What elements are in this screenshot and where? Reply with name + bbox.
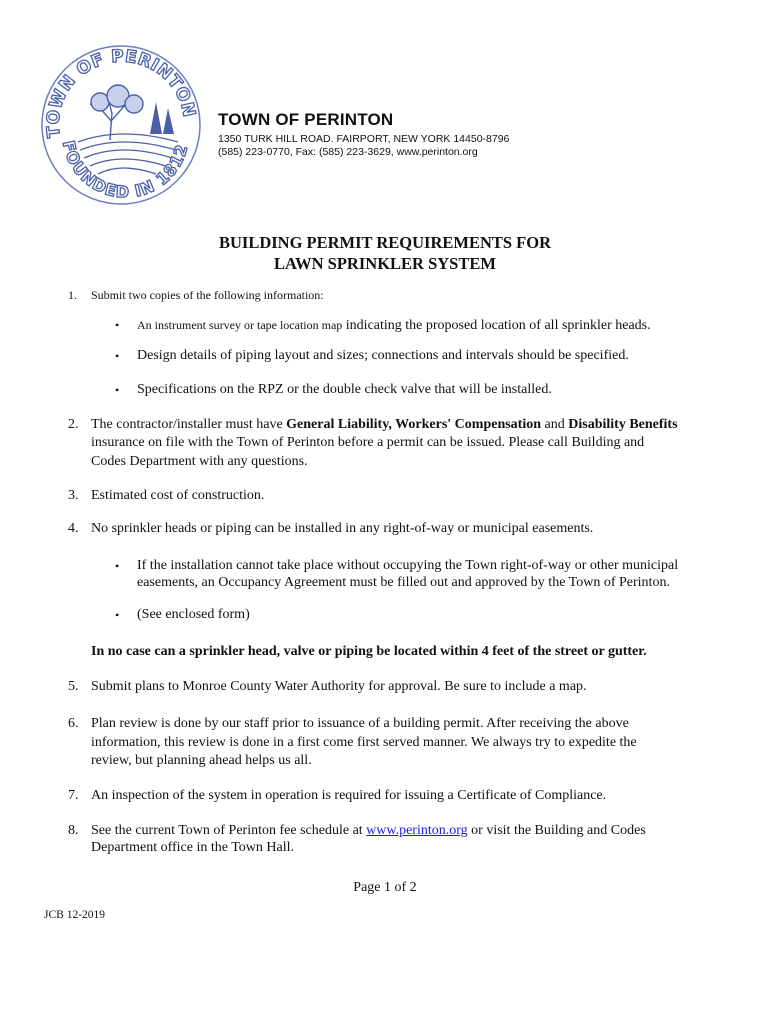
item-8-line-2: Department office in the Town Hall.: [91, 840, 294, 855]
item-3-number: 3.: [68, 488, 79, 503]
item-7-number: 7.: [68, 788, 79, 803]
perinton-website-link[interactable]: www.perinton.org: [366, 823, 468, 838]
document-code: JCB 12-2019: [44, 909, 106, 921]
item-4-number: 4.: [68, 521, 79, 536]
document-title-line2: LAWN SPRINKLER SYSTEM: [274, 254, 496, 273]
item-1-bullet-2: Design details of piping layout and sizes; connections and intervals should be specified.: [137, 348, 629, 363]
item-5-text: Submit plans to Monroe County Water Authority for approval. Be sure to include a map.: [91, 679, 587, 694]
item-6-line-1: Plan review is done by our staff prior to issuance of a building permit. After receiving the above: [91, 716, 629, 731]
bullet-icon: •: [115, 349, 120, 363]
item-1-bullet-1-rest: indicating the proposed location of all sprinkler heads.: [345, 318, 651, 333]
item-4-bullet-2: (See enclosed form): [137, 607, 250, 622]
bullet-icon: •: [115, 318, 120, 332]
page-number: Page 1 of 2: [353, 880, 417, 895]
item-4-bullet-1-line-2: easements, an Occupancy Agreement must be filled out and approved by the Town of Perinton.: [137, 575, 670, 590]
item-1-text: Submit two copies of the following information:: [91, 288, 324, 302]
bullet-icon: •: [115, 383, 120, 397]
item-8-text-a: See the current Town of Perinton fee schedule at: [91, 823, 367, 838]
item-1-number: 1.: [68, 288, 77, 302]
item-8-text-c: or visit the Building and Codes: [467, 823, 646, 838]
pine-trees-icon: [150, 102, 174, 134]
item-5-number: 5.: [68, 679, 79, 694]
item-1-bullet-3: Specifications on the RPZ or the double check valve that will be installed.: [137, 382, 552, 397]
item-6-line-3: review, but planning ahead helps us all.: [91, 753, 312, 768]
item-6-number: 6.: [68, 716, 79, 731]
item-2-bold-liability: General Liability, Workers' Compensation: [286, 417, 542, 432]
document-title-line1: BUILDING PERMIT REQUIREMENTS FOR: [218, 233, 552, 252]
seal-text-top: TOWN OF PERINTON: [43, 46, 200, 139]
item-7-text: An inspection of the system in operation is required for issuing a Certificate of Compliance.: [91, 788, 607, 803]
town-seal-logo: [38, 42, 203, 207]
item-8-number: 8.: [68, 823, 79, 838]
item-3-text: Estimated cost of construction.: [91, 488, 265, 503]
bullet-icon: •: [115, 559, 120, 573]
item-2-line-1: [91, 416, 678, 434]
item-2-line-3: Codes Department with any questions.: [91, 454, 308, 469]
tree-icon: [90, 85, 143, 140]
bullet-icon: •: [115, 608, 120, 622]
item-2-number: 2.: [68, 417, 79, 432]
address-line: 1350 TURK HILL ROAD. FAIRPORT, NEW YORK 14450-8796: [218, 133, 510, 145]
item-4-bullet-1-line-1: If the installation cannot take place without occupying the Town right-of-way or other municipal: [137, 558, 679, 573]
town-name: TOWN OF PERINTON: [218, 110, 394, 129]
item-2-text-and: and: [541, 417, 569, 432]
sprinkler-warning: In no case can a sprinkler head, valve or piping be located within 4 feet of the street or gutter.: [91, 644, 647, 659]
item-2-line-2: insurance on file with the Town of Perinton before a permit can be issued. Please call Building and: [91, 435, 645, 450]
contact-line: (585) 223-0770, Fax: (585) 223-3629, www.perinton.org: [218, 146, 478, 158]
item-1-bullet-1: [137, 316, 651, 335]
item-2-text-a: The contractor/installer must have: [91, 417, 287, 432]
item-4-text: No sprinkler heads or piping can be installed in any right-of-way or municipal easements.: [91, 521, 594, 536]
item-6-line-2: information, this review is done in a first come first served manner. We always try to expedite the: [91, 735, 637, 750]
item-1-bullet-1-prefix: An instrument survey or tape location map: [137, 318, 343, 332]
seal-text-bottom: FOUNDED IN 1812: [58, 138, 192, 202]
item-2-bold-disability: Disability Benefits: [568, 417, 678, 432]
item-8-line-1: [91, 822, 646, 840]
